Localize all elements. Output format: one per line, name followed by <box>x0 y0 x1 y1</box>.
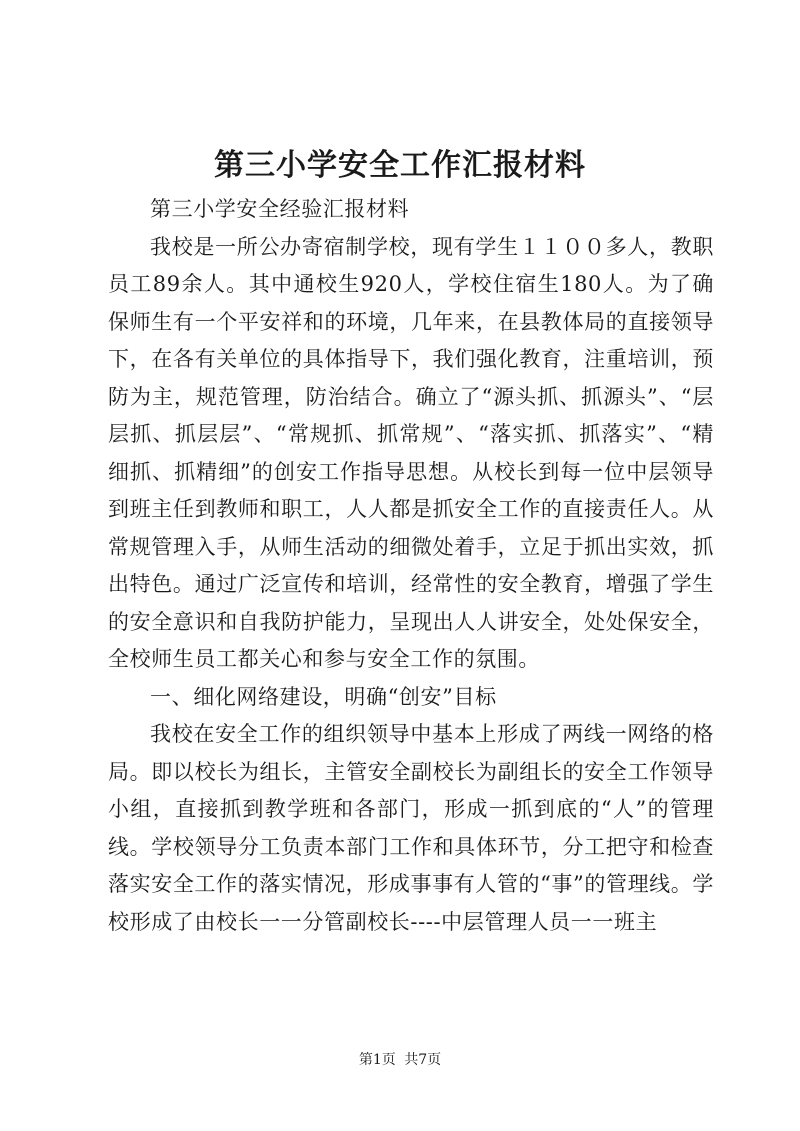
section-paragraph: 我校在安全工作的组织领导中基本上形成了两线一网络的格局。即以校长为组长，主管安全副校长为副组长的安全工作领导小组，直接抓到教学班和各部门，形成一抓到底的“人”的管理线。学校领导分工负责本部门工作和具体环节，分工把守和检查落实安全工作的落实情况，形成事事有人管的“事”的管理线。学校形成了由校长一一分管副校长----中层管理人员一一班主 <box>108 722 714 934</box>
page-number-footer: 第1页 共7页 <box>358 1052 442 1068</box>
section-heading: 一、细化网络建设，明确“创安”目标 <box>150 684 497 709</box>
document-body <box>108 191 714 941</box>
subtitle-paragraph: 第三小学安全经验汇报材料 <box>150 197 410 221</box>
intro-paragraph: 我校是一所公办寄宿制学校，现有学生１１００多人，教职员工89余人。其中通校生920人，学校住宿生180人。为了确保师生有一个平安祥和的环境，几年来，在县教体局的直接领导下，在各有关单位的具体指导下，我们强化教育，注重培训，预防为主，规范管理，防治结合。确立了“源头抓、抓源头”、“层层抓、抓层层”、“常规抓、抓常规”、“落实抓、抓落实”、“精细抓、抓精细”的创安工作指导思想。从校长到每一位中层领导到班主任到教师和职工，人人都是抓安全工作的直接责任人。从常规管理入手，从师生活动的细微处着手，立足于抓出实效，抓出特色。通过广泛宣传和培训，经常性的安全教育，增强了学生的安全意识和自我防护能力，呈现出人人讲安全，处处保安全，全校师生员工都关心和参与安全工作的氛围。 <box>108 234 714 671</box>
document-title: 第三小学安全工作汇报材料 <box>214 148 586 183</box>
